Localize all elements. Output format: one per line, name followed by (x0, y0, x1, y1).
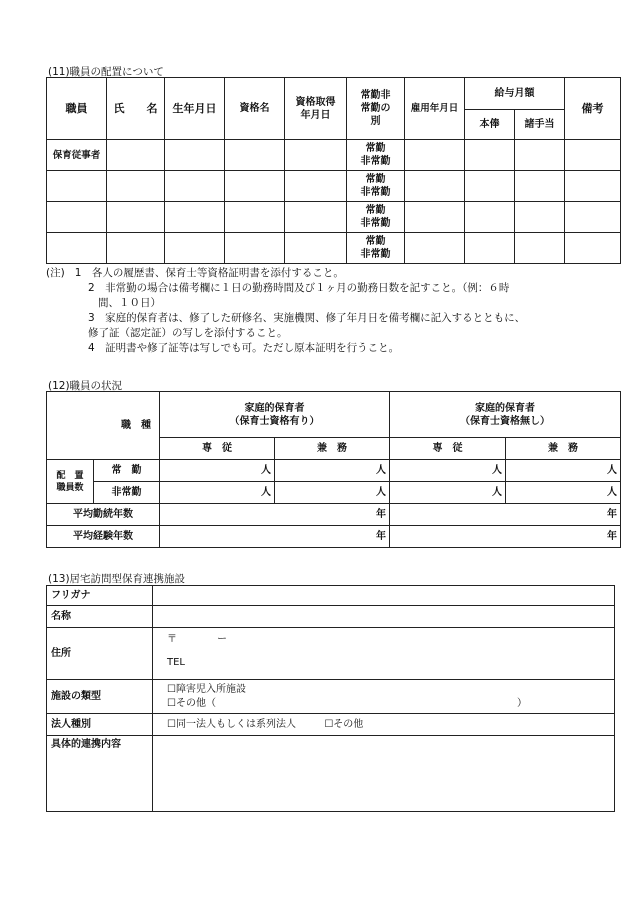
parttime-qualified-concurrent[interactable]: 人 (275, 482, 390, 504)
facility-type-label: 施設の類型 (47, 680, 153, 714)
disabled-facility-checkbox[interactable]: ☐障害児入所施設 (167, 683, 246, 695)
staff-row-employment-type[interactable] (347, 171, 405, 202)
avg-experience-label: 平均経験年数 (47, 526, 160, 548)
staff-row-employment-type[interactable] (347, 140, 405, 171)
address-label: 住所 (47, 628, 153, 680)
staff-row-allow[interactable] (515, 171, 565, 202)
staff-row-qual[interactable] (225, 140, 285, 171)
placement-label-line2: 職員数 (56, 482, 84, 493)
staff-row-name[interactable] (107, 171, 165, 202)
staff-row-name[interactable] (107, 202, 165, 233)
note-2a: 2 非常勤の場合は備考欄に１日の勤務時間及び１ヶ月の勤務日数を記すこと。（例：６時 (88, 282, 510, 294)
fulltime-label: 常勤 (365, 205, 386, 216)
parttime-unqualified-exclusive[interactable]: 人 (390, 482, 506, 504)
staff-row-allow[interactable] (515, 202, 565, 233)
corp-type-options (153, 714, 615, 736)
staff-row-allow[interactable] (515, 233, 565, 264)
staff-row-qual-date[interactable] (285, 140, 347, 171)
staff-row-qual[interactable] (225, 202, 285, 233)
staff-row-role[interactable] (47, 233, 107, 264)
avg-service-label: 平均勤続年数 (47, 504, 160, 526)
staff-row-hire[interactable] (405, 140, 465, 171)
note-3b: 修了証（認定証）の写しを添付すること。 (88, 327, 288, 339)
parttime-unqualified-concurrent[interactable]: 人 (506, 482, 621, 504)
partner-facility-table (46, 585, 615, 812)
address-field[interactable] (153, 628, 615, 680)
staff-row-remarks[interactable] (565, 171, 621, 202)
staff-row-remarks[interactable] (565, 202, 621, 233)
staff-row-remarks[interactable] (565, 140, 621, 171)
fulltime-unqualified-exclusive[interactable]: 人 (390, 460, 506, 482)
staff-row-role[interactable]: 保育従事者 (47, 140, 107, 171)
staff-row-base[interactable] (465, 233, 515, 264)
staff-status-table (46, 391, 621, 548)
facility-name-label: 名称 (47, 606, 153, 628)
group-qualified-line1: 家庭的保育者 (244, 402, 305, 414)
section-11-title: (11)職員の配置について (48, 66, 164, 78)
corp-type-label: 法人種別 (47, 714, 153, 736)
header-remarks: 備考 (565, 78, 621, 140)
staff-row-qual-date[interactable] (285, 202, 347, 233)
same-corp-checkbox[interactable]: ☐同一法人もしくは系列法人 (167, 719, 296, 730)
staff-row-qual[interactable] (225, 171, 285, 202)
header-base-pay: 本俸 (465, 110, 515, 140)
staff-row-birth[interactable] (165, 202, 225, 233)
concurrent-header-2: 兼 務 (506, 438, 621, 460)
fulltime-label: 常勤 (365, 174, 386, 185)
fulltime-qualified-exclusive[interactable]: 人 (160, 460, 275, 482)
parttime-label: 非常勤 (360, 187, 391, 198)
section-12-title: (12)職員の状況 (48, 380, 123, 392)
staff-row-name[interactable] (107, 233, 165, 264)
notes-label: (注) (46, 267, 65, 279)
avg-experience-unqualified[interactable]: 年 (390, 526, 621, 548)
staff-placement-table (46, 77, 621, 264)
job-type-header: 職 種 (47, 392, 160, 460)
other-facility-checkbox[interactable]: ☐その他（ (167, 697, 216, 709)
header-role: 職員 (47, 78, 107, 140)
details-field[interactable] (153, 736, 615, 812)
furigana-label: フリガナ (47, 586, 153, 606)
staff-row (47, 233, 621, 264)
fulltime-unqualified-concurrent[interactable]: 人 (506, 460, 621, 482)
note-4: 4 証明書や修了証等は写しでも可。ただし原本証明を行うこと。 (88, 342, 400, 354)
group-unqualified-line1: 家庭的保育者 (475, 402, 535, 414)
staff-row-base[interactable] (465, 202, 515, 233)
group-qualified-header (160, 392, 390, 438)
staff-row-role[interactable] (47, 202, 107, 233)
staff-row-qual-date[interactable] (285, 233, 347, 264)
concurrent-header-1: 兼 務 (275, 438, 390, 460)
staff-row (47, 171, 621, 202)
notes-block (46, 266, 606, 356)
placement-staff-count-label (47, 460, 94, 504)
staff-row-base[interactable] (465, 140, 515, 171)
fulltime-label: 常勤 (365, 143, 386, 154)
header-birthdate: 生年月日 (165, 78, 225, 140)
parttime-label: 非常勤 (360, 156, 391, 167)
avg-experience-qualified[interactable]: 年 (160, 526, 390, 548)
facility-type-options (153, 680, 615, 714)
header-qualification-date: 資格取得年月日 (285, 78, 347, 140)
header-salary: 給与月額 (465, 78, 565, 110)
parttime-label: 非常勤 (360, 249, 391, 260)
parttime-row-label: 非常勤 (94, 482, 160, 504)
header-name: 氏 名 (107, 78, 165, 140)
staff-row-hire[interactable] (405, 202, 465, 233)
note-1: 1 各人の履歴書、保育士等資格証明書を添付すること。 (74, 267, 344, 279)
parttime-label: 非常勤 (360, 218, 391, 229)
staff-row-hire[interactable] (405, 171, 465, 202)
staff-row-qual-date[interactable] (285, 171, 347, 202)
staff-row-role[interactable] (47, 171, 107, 202)
header-hire-date: 雇用年月日 (405, 78, 465, 140)
staff-row-employment-type[interactable] (347, 233, 405, 264)
section-13-title: (13)居宅訪問型保育連携施設 (48, 573, 186, 585)
exclusive-header-2: 専 従 (390, 438, 506, 460)
placement-label-line1: 配 置 (56, 470, 84, 481)
avg-service-qualified[interactable]: 年 (160, 504, 390, 526)
staff-row-birth[interactable] (165, 140, 225, 171)
fulltime-qualified-concurrent[interactable]: 人 (275, 460, 390, 482)
staff-row-allow[interactable] (515, 140, 565, 171)
header-employment-type: 常勤非常勤の別 (347, 78, 405, 140)
postal-code-mark: 〒 ー (167, 634, 227, 645)
staff-row (47, 140, 621, 171)
header-qualification: 資格名 (225, 78, 285, 140)
staff-row-birth[interactable] (165, 233, 225, 264)
staff-row-remarks[interactable] (565, 233, 621, 264)
note-2b: 間、１０日） (98, 297, 161, 309)
staff-row (47, 202, 621, 233)
fulltime-row-label: 常 勤 (94, 460, 160, 482)
staff-row-employment-type[interactable] (347, 202, 405, 233)
other-corp-checkbox[interactable]: ☐その他 (324, 719, 364, 730)
header-allowances: 諸手当 (515, 110, 565, 140)
staff-row-birth[interactable] (165, 171, 225, 202)
group-unqualified-header (390, 392, 621, 438)
exclusive-header-1: 専 従 (160, 438, 275, 460)
group-unqualified-line2: （保育士資格無し） (460, 415, 550, 427)
avg-service-unqualified[interactable]: 年 (390, 504, 621, 526)
staff-row-name[interactable] (107, 140, 165, 171)
group-qualified-line2: （保育士資格有り） (229, 415, 320, 427)
note-3a: 3 家庭的保育者は、修了した研修名、実施機関、修了年月日を備考欄に記入するとともに、 (88, 312, 526, 324)
facility-name-field[interactable] (153, 606, 615, 628)
staff-row-qual[interactable] (225, 233, 285, 264)
fulltime-label: 常勤 (365, 236, 386, 247)
furigana-field[interactable] (153, 586, 615, 606)
tel-label: TEL (167, 657, 185, 668)
other-facility-close-paren: ） (517, 697, 527, 709)
staff-row-base[interactable] (465, 171, 515, 202)
parttime-qualified-exclusive[interactable]: 人 (160, 482, 275, 504)
staff-row-hire[interactable] (405, 233, 465, 264)
details-label: 具体的連携内容 (47, 736, 153, 812)
